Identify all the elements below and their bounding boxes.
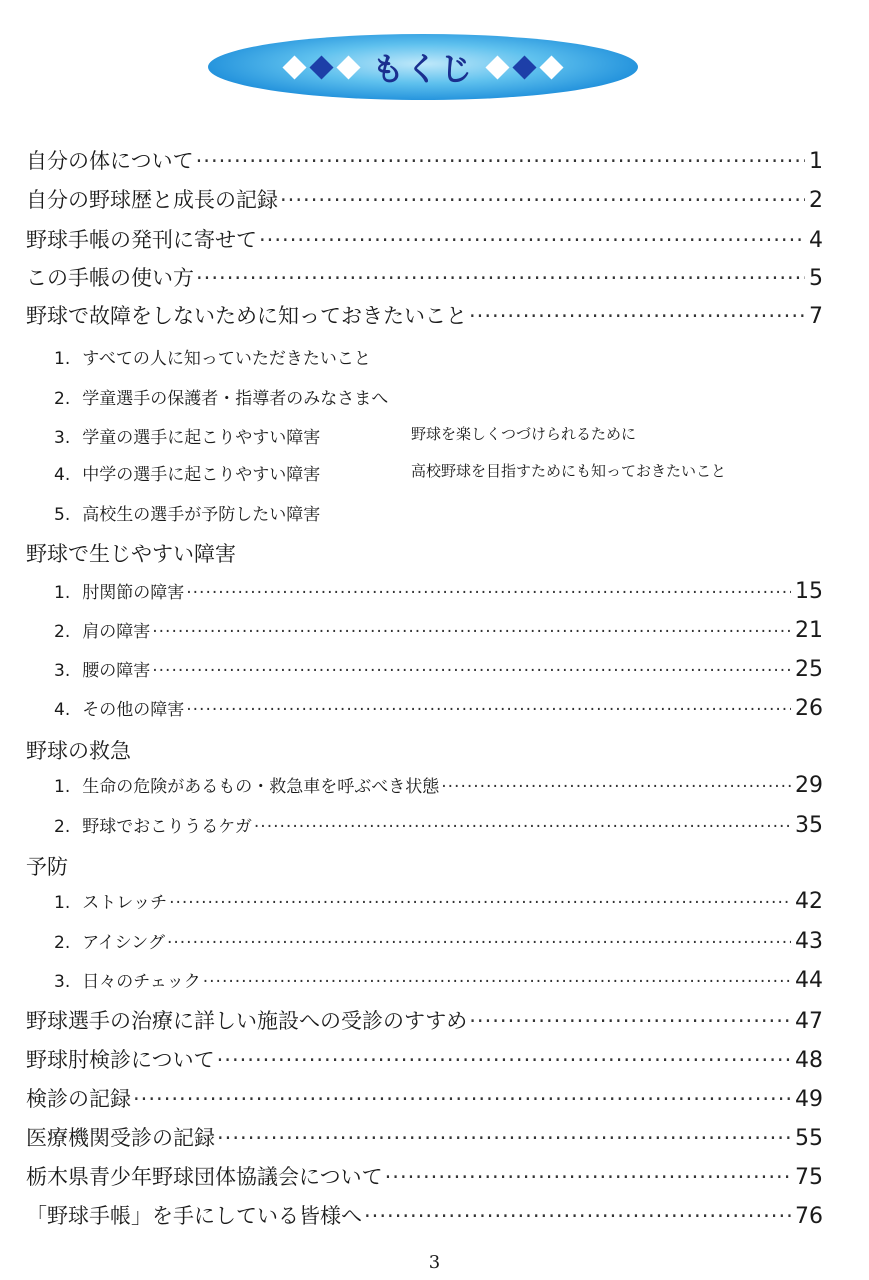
toc-section [0,851,869,881]
toc-entry [0,1005,869,1035]
toc-entry-page: 43 [795,929,823,954]
toc-subentry-title: すべての人に知っていただきたいこと [82,349,371,369]
page-number: 3 [428,1252,441,1273]
toc-entry-title: この手帳の使い方 [26,266,194,290]
toc-entry-page: 48 [795,1048,823,1073]
leader-dots [152,622,791,642]
toc-entry-page: 75 [795,1165,823,1190]
toc-entry-page: 44 [795,968,823,993]
toc-section-title: 野球の救急 [26,739,131,763]
toc-subentry-title: 肩の障害 [82,622,151,642]
toc-entry-page: 76 [795,1204,823,1229]
toc-entry-title: 野球手帳の発刊に寄せて [26,228,257,252]
toc-subentry-title: 野球でおこりうるケガ [82,817,252,837]
toc-subentry-title: ストレッチ [82,893,168,913]
toc-entry-title: 検診の記録 [26,1087,131,1111]
toc-subentry [0,384,869,409]
leader-dots [196,266,805,290]
toc-subentry-title: 学童の選手に起こりやすい障害 [82,428,321,448]
leader-dots [469,304,805,328]
toc-entry [0,224,869,254]
toc-entry [0,1044,869,1074]
toc-subentry-number: 1. [54,583,71,603]
toc-subentry-title: 生命の危険があるもの・救急車を呼ぶべき状態 [82,777,440,797]
toc-entry-title: 自分の体について [26,149,194,173]
toc-section [0,538,869,568]
toc-section-title: 野球で生じやすい障害 [26,542,236,566]
toc-subentry-title: その他の障害 [82,700,185,720]
leader-dots [385,1165,791,1189]
leader-dots [280,188,805,212]
toc-entry [0,1161,869,1191]
toc-entry-page: 1 [809,149,823,174]
leader-dots [186,583,791,603]
toc-section [0,735,869,765]
diamond-icon [485,55,509,79]
toc-subentry-number: 3. [54,661,71,681]
toc-subentry-title: 腰の障害 [82,661,151,681]
toc-subentry-number: 3. [54,972,71,992]
toc-entry [0,145,869,175]
leader-dots [217,1126,791,1150]
toc-entry-page: 49 [795,1087,823,1112]
toc-subentry [0,812,869,838]
diamond-icon [512,55,536,79]
toc-subentry-number: 5. [54,505,71,525]
toc-entry-page: 4 [809,228,823,253]
diamond-icon [539,55,563,79]
title-banner [208,34,638,100]
toc-entry-page: 47 [795,1009,823,1034]
toc-subentry-number: 2. [54,389,71,409]
toc-entry-page: 7 [809,304,823,329]
toc-subentry-number: 1. [54,349,71,369]
toc-entry-page: 15 [795,579,823,604]
toc-subentry-number: 1. [54,893,71,913]
toc-entry-page: 25 [795,657,823,682]
toc-entry-title: 野球選手の治療に詳しい施設への受診のすすめ [26,1009,468,1033]
page-title: もくじ [371,50,474,88]
toc-subentry-number: 4. [54,700,71,720]
toc-entry [0,1200,869,1230]
toc-entry-page: 42 [795,889,823,914]
leader-dots [152,661,791,681]
leader-dots [364,1204,791,1228]
toc-subentry-title: 高校生の選手が予防したい障害 [82,505,321,525]
toc-entry-page: 26 [795,696,823,721]
leader-dots [254,817,791,837]
toc-subentry [0,772,869,798]
toc-entry [0,300,869,330]
toc-subentry-number: 2. [54,622,71,642]
toc-entry-page: 21 [795,618,823,643]
leader-dots [441,777,791,797]
leader-dots [186,700,791,720]
toc-entry-title: 医療機関受診の記録 [26,1126,215,1150]
toc-subentry [0,578,869,604]
toc-entry-page: 35 [795,813,823,838]
toc-subentry-note: 野球を楽しくつづけられるために [411,425,637,443]
toc-entry [0,1083,869,1113]
toc-section-title: 予防 [26,855,68,879]
diamond-icon [336,55,360,79]
toc-entry-title: 野球で故障をしないために知っておきたいこと [26,304,467,328]
leader-dots [259,228,805,252]
toc-entry [0,262,869,292]
toc-subentry-title: 中学の選手に起こりやすい障害 [82,465,321,485]
toc-subentry [0,656,869,682]
diamond-icon [309,55,333,79]
diamond-decoration-left [281,59,362,76]
toc-subentry-number: 2. [54,933,71,953]
toc-subentry [0,344,869,369]
leader-dots [203,972,791,992]
toc-subentry [0,617,869,643]
leader-dots [196,149,805,173]
toc-subentry-title: アイシング [82,933,165,953]
toc-entry-page: 5 [809,266,823,291]
toc-entry-page: 29 [795,773,823,798]
leader-dots [169,893,791,913]
toc-subentry [0,695,869,721]
toc-subentry-number: 3. [54,428,71,448]
diamond-decoration-right [484,59,565,76]
toc-subentry [0,500,869,525]
toc-entry-title: 自分の野球歴と成長の記録 [26,188,278,212]
toc-subentry [0,888,869,914]
toc-entry [0,184,869,214]
toc-subentry-title: 日々のチェック [82,972,201,992]
toc-entry-page: 55 [795,1126,823,1151]
toc-subentry-number: 1. [54,777,71,797]
leader-dots [167,933,791,953]
leader-dots [133,1087,791,1111]
leader-dots [217,1048,791,1072]
toc-entry-title: 「野球手帳」を手にしている皆様へ [26,1204,362,1228]
leader-dots [469,1009,791,1033]
toc-subentry-number: 2. [54,817,71,837]
toc-entry-title: 栃木県青少年野球団体協議会について [26,1165,383,1189]
toc-subentry-title: 学童選手の保護者・指導者のみなさまへ [82,389,389,409]
toc-subentry-number: 4. [54,465,71,485]
diamond-icon [282,55,306,79]
toc-entry-title: 野球肘検診について [26,1048,215,1072]
toc-entry-page: 2 [809,188,823,213]
toc-entry [0,1122,869,1152]
toc-subentry [0,967,869,993]
toc-subentry [0,928,869,954]
toc-subentry-title: 肘関節の障害 [82,583,185,603]
toc-subentry-note: 高校野球を目指すためにも知っておきたいこと [411,462,727,480]
